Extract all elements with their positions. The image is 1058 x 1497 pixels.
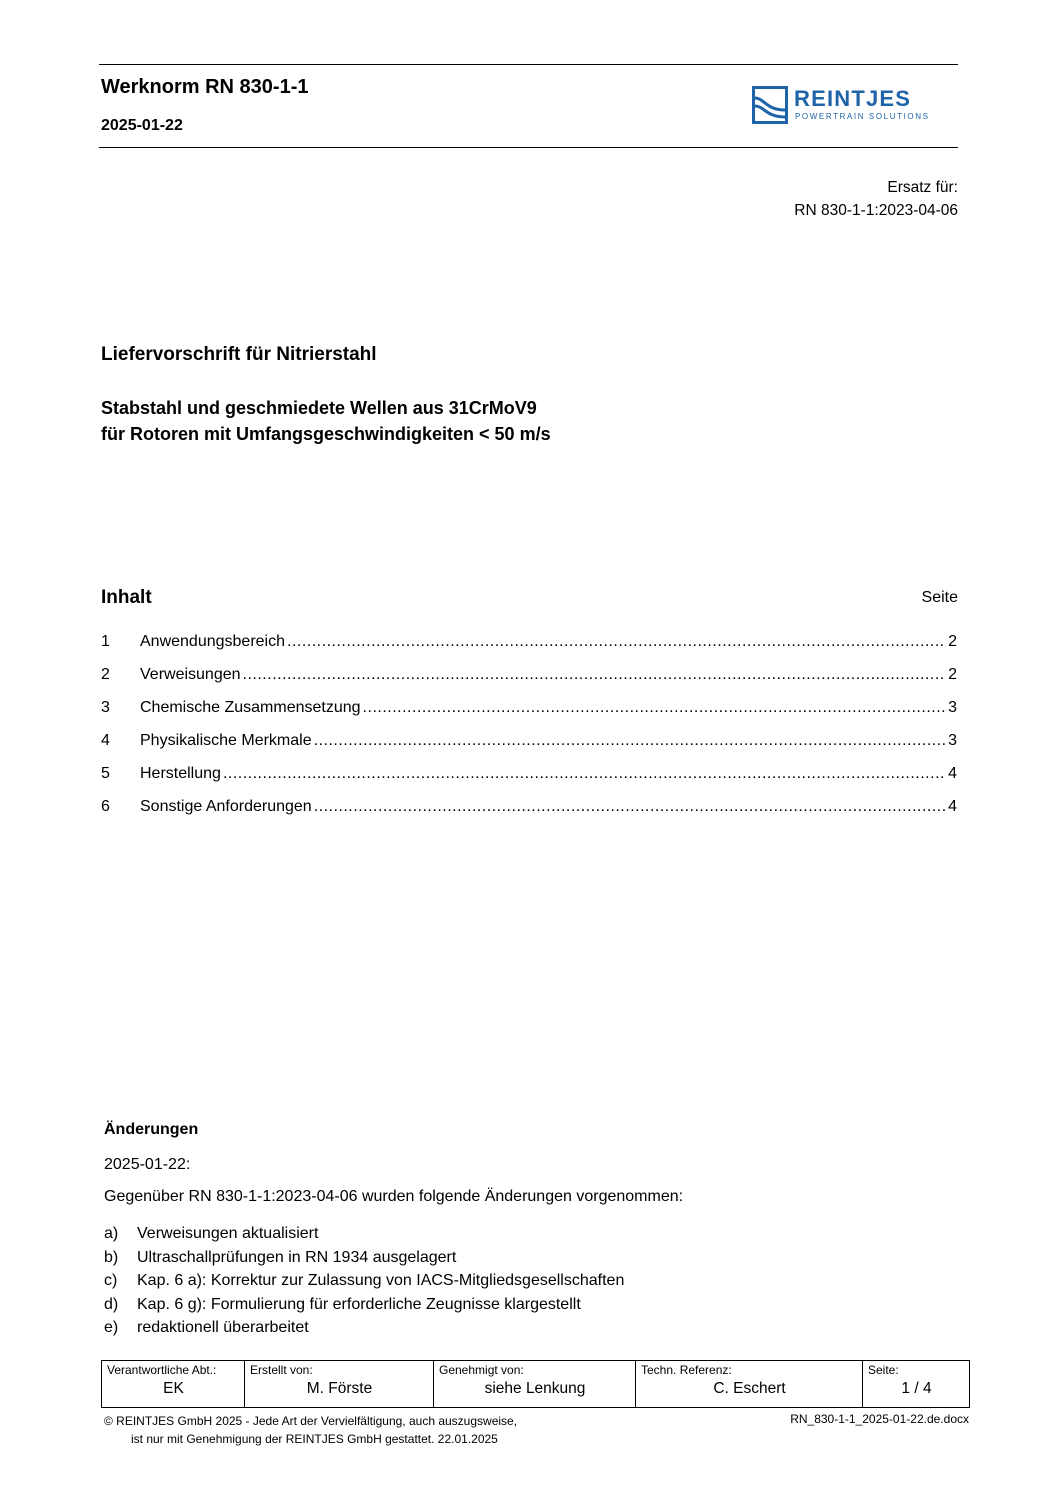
list-item <box>104 1293 624 1317</box>
toc-label: Physikalische Merkmale <box>140 732 312 749</box>
company-logo <box>752 86 958 124</box>
footer-value: C. Eschert <box>713 1380 786 1397</box>
copyright-line-1: © REINTJES GmbH 2025 - Jede Art der Vervielfältigung, auch auszugsweise, <box>104 1414 518 1428</box>
list-item <box>104 1269 624 1293</box>
footer-label: Genehmigt von: <box>439 1363 524 1377</box>
change-letter: e) <box>104 1319 119 1336</box>
subtitle-line-2: für Rotoren mit Umfangsgeschwindigkeiten < 50 m/s <box>101 424 551 444</box>
toc-number: 6 <box>101 798 110 815</box>
changes-intro: Gegenüber RN 830-1-1:2023-04-06 wurden folgende Änderungen vorgenommen: <box>104 1188 684 1205</box>
change-letter: b) <box>104 1248 119 1266</box>
document-title: Liefervorschrift für Nitrierstahl <box>101 344 377 365</box>
toc-entry-6[interactable] <box>101 798 957 831</box>
toc-number: 1 <box>101 633 110 650</box>
changes-list <box>104 1222 624 1340</box>
change-text: Kap. 6 g): Formulierung für erforderliche Zeugnisse klargestellt <box>137 1295 581 1313</box>
change-text: redaktionell überarbeitet <box>137 1319 309 1336</box>
toc-heading: Inhalt <box>101 587 152 608</box>
footer-value: M. Förste <box>306 1380 373 1397</box>
replacement-label: Ersatz für: <box>887 179 958 196</box>
toc-number: 5 <box>101 765 110 782</box>
change-text: Ultraschallprüfungen in RN 1934 ausgelagert <box>137 1248 457 1266</box>
footer-cell-page <box>863 1361 970 1408</box>
toc-label: Herstellung <box>140 765 221 782</box>
subtitle-line-1: Stabstahl und geschmiedete Wellen aus 31CrMoV9 <box>101 398 537 418</box>
changes-date: 2025-01-22: <box>104 1156 191 1173</box>
toc-page: 4 <box>948 798 957 815</box>
toc-entry-1[interactable] <box>101 633 957 666</box>
toc-leader <box>314 732 946 750</box>
toc-leader <box>314 798 946 816</box>
toc-entry-2[interactable] <box>101 666 957 699</box>
list-item <box>104 1222 624 1246</box>
footer-table <box>101 1360 970 1408</box>
list-item <box>104 1316 624 1340</box>
header-bottom-rule <box>99 147 958 148</box>
document-subtitle <box>101 395 551 447</box>
toc-page: 3 <box>948 732 957 749</box>
table-of-contents <box>101 633 957 831</box>
toc-label: Sonstige Anforderungen <box>140 798 312 815</box>
toc-leader <box>287 633 946 651</box>
toc-leader <box>223 765 946 783</box>
toc-number: 3 <box>101 699 110 716</box>
list-item <box>104 1246 624 1270</box>
footer-cell-department <box>102 1361 245 1408</box>
toc-page: 3 <box>948 699 957 716</box>
footer-label: Techn. Referenz: <box>641 1363 732 1377</box>
standard-date: 2025-01-22 <box>101 117 183 134</box>
copyright-notice <box>104 1412 517 1448</box>
footer-label: Seite: <box>868 1363 899 1377</box>
logo-tagline: POWERTRAIN SOLUTIONS <box>795 112 930 121</box>
copyright-line-2: ist nur mit Genehmigung der REINTJES GmbH gestattet. 22.01.2025 <box>131 1432 498 1446</box>
change-text: Kap. 6 a): Korrektur zur Zulassung von IACS-Mitgliedsgesellschaften <box>137 1272 625 1289</box>
toc-page: 2 <box>948 633 957 650</box>
change-letter: c) <box>104 1272 118 1289</box>
replacement-note <box>794 176 958 222</box>
change-letter: a) <box>104 1225 119 1242</box>
header-top-rule <box>99 64 958 65</box>
footer-label: Verantwortliche Abt.: <box>107 1363 217 1377</box>
toc-entry-5[interactable] <box>101 765 957 798</box>
change-text: Verweisungen aktualisiert <box>137 1225 319 1242</box>
replacement-ref: RN 830-1-1:2023-04-06 <box>794 202 958 219</box>
toc-number: 4 <box>101 732 110 749</box>
footer-cell-tech-ref <box>636 1361 863 1408</box>
footer-cell-author <box>245 1361 434 1408</box>
document-filename: RN_830-1-1_2025-01-22.de.docx <box>790 1412 969 1426</box>
toc-page: 4 <box>948 765 957 782</box>
toc-label: Chemische Zusammensetzung <box>140 699 361 716</box>
toc-number: 2 <box>101 666 110 683</box>
change-letter: d) <box>104 1295 119 1313</box>
footer-value: siehe Lenkung <box>484 1380 586 1397</box>
toc-label: Verweisungen <box>140 666 241 683</box>
toc-label: Anwendungsbereich <box>140 633 285 650</box>
toc-leader <box>363 699 947 717</box>
toc-leader <box>243 666 947 684</box>
footer-label: Erstellt von: <box>250 1363 313 1377</box>
changes-heading: Änderungen <box>104 1121 199 1138</box>
toc-page-heading: Seite <box>921 589 958 606</box>
toc-entry-4[interactable] <box>101 732 957 765</box>
footer-cell-approved <box>434 1361 636 1408</box>
footer-value: 1 / 4 <box>901 1380 932 1397</box>
footer-value: EK <box>163 1380 184 1397</box>
logo-wave-icon <box>752 86 788 124</box>
standard-title: Werknorm RN 830-1-1 <box>101 76 309 98</box>
toc-entry-3[interactable] <box>101 699 957 732</box>
toc-page: 2 <box>948 666 957 683</box>
logo-name: REINTJES <box>794 86 912 111</box>
